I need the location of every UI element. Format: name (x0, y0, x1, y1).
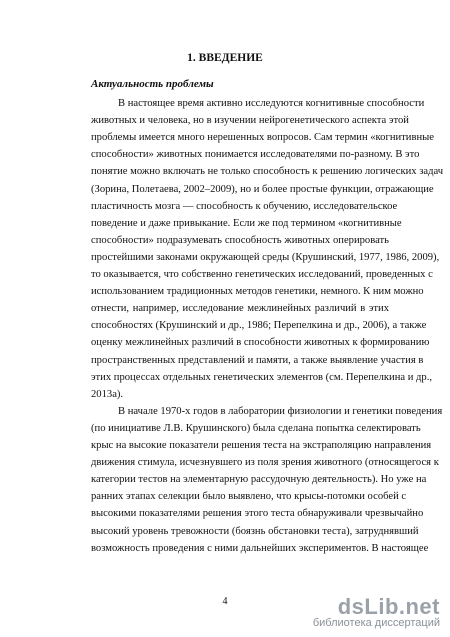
text-line: (по инициативе Л.В. Крушинского) была сделана попытка селектировать (91, 422, 421, 434)
text-line: пластичность мозга — способность к обучению, исследовательское (91, 200, 398, 212)
text-line: категории тестов на элементарную рассудочную деятельность). Но уже на (91, 474, 427, 486)
text-line: простейшими законами окружающей среды (Крушинский, 1977, 1986, 2009), (91, 251, 440, 263)
text-line: крыс на высокие показатели решения теста на экстраполяцию направления (91, 440, 432, 451)
text-line: использованием традиционных методов генетики, немного. К ним можно (91, 286, 424, 298)
page-number: 4 (222, 596, 228, 607)
text-line: движения стимула, исчезнувшего из поля зрения животного (относящегося к (91, 457, 439, 469)
text-line: понятие можно включать не только способность к решению логических задач (91, 166, 444, 178)
text-line: 2013а). (91, 388, 124, 400)
text-line: В начале 1970-х годов в лаборатории физиологии и генетики поведения (118, 405, 443, 417)
text-line: способности» подразумевать способность животных оперировать (91, 234, 389, 246)
text-line: этих процессах отдельных генетических элементов (см. Перепелкина и др., (91, 371, 433, 383)
text-line: животных и человека, но в изучении нейрогенетического аспекта этой (91, 115, 409, 127)
text-line: проблемы имеется много нерешенных вопросов. Сам термин «когнитивные (91, 132, 434, 144)
text-line: (Зорина, Полетаева, 2002–2009), но и более простые функции, отражающие (91, 183, 434, 195)
text-line: ранних этапах селекции было выявлено, что крысы-потомки особей с (91, 491, 407, 503)
text-line: пространственных представлений и памяти, а также выявление участия в (91, 354, 424, 366)
watermark-subtitle: библиотека диссертаций (312, 617, 440, 629)
watermark-logo: dsLib.net (337, 594, 440, 619)
watermark (313, 594, 440, 629)
text-line: то оказывается, что собственно генетических исследований, проведенных с (91, 269, 433, 280)
text-line: возможность проведения с ними дальнейших экспериментов. В настоящее (91, 542, 429, 554)
text-line: отнести, например, исследование межлинейных различий в этих (91, 303, 389, 315)
text-line: В настоящее время активно исследуются когнитивные способности (118, 98, 425, 109)
subsection-heading: Актуальность проблемы (91, 78, 214, 90)
text-line: высокий уровень тревожности (боязнь обстановки теста), затруднявший (91, 525, 419, 537)
section-heading: 1. ВВЕДЕНИЕ (187, 52, 263, 64)
text-line: поведение и даже привыкание. Если же под термином «когнитивные (91, 217, 402, 229)
text-line: оценку межлинейных различий в способности животных к формированию (91, 337, 430, 349)
text-line: способности» животных понимается исследователями по-разному. В это (91, 149, 420, 161)
text-line: способностях (Крушинский и др., 1986; Перепелкина и др., 2006), а также (91, 320, 427, 332)
text-line: высокими показателями решения этого теста обнаруживали чрезвычайно (91, 508, 424, 520)
